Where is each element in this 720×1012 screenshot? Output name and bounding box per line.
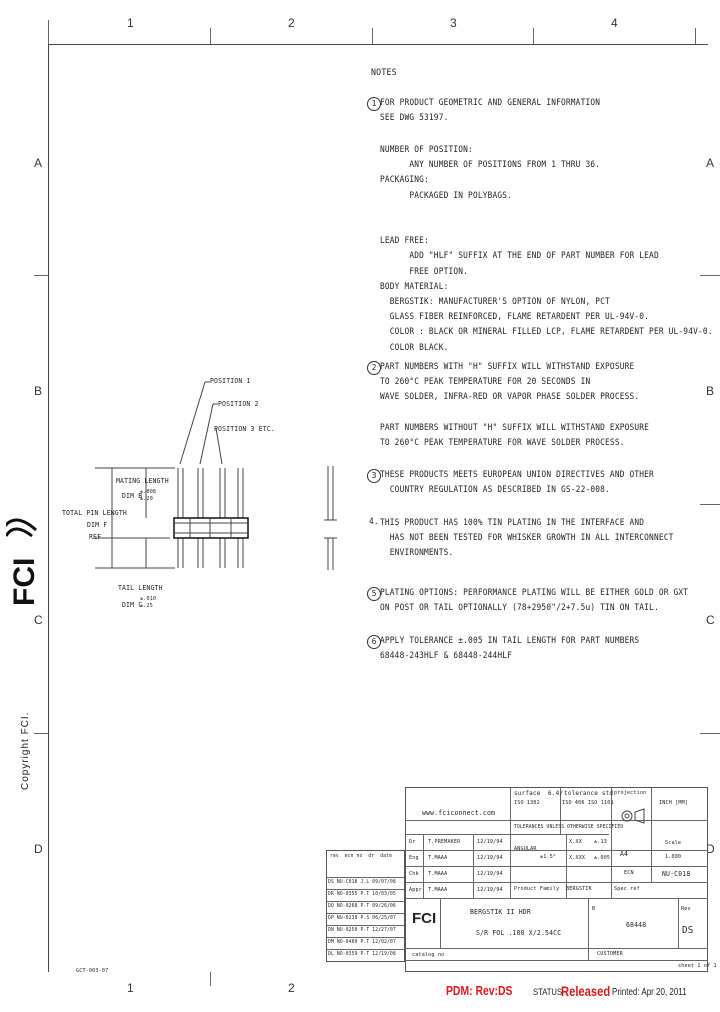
tb-date2: 12/19/94 [477,855,503,861]
pdm-revision: PDM: Rev:DS [446,983,513,998]
note-line: WAVE SOLDER, INFRA-RED OR VAPOR PHASE SOLDER PROCESS. [380,392,640,403]
tb-spec: Spec ref [614,886,640,892]
status-value: Released [561,983,611,999]
note-line: NUMBER OF POSITION: [380,145,473,155]
rev-row-divider [326,889,405,890]
tb-tol-values: TOLERANCES UNLESS OTHERWISE SPECIFIED [514,824,624,830]
tb-projection: projection [614,790,647,796]
note-line: ENVIRONMENTS. [380,548,454,559]
tb-tolerance-std: ISO 406 ISO 1101 [562,800,614,806]
tb-chk-name: T.MAAA [428,871,448,877]
tb-ecn: NU-C018 [662,870,691,878]
tb-appr-label: Appr [409,887,422,893]
tick [34,275,48,276]
rev-row: DL NO-0359 P.T 12/19/08 [328,951,396,957]
zone-right-c: C [706,613,715,627]
tb-appr-name: T.MAAA [428,887,448,893]
tb-date1: 12/19/94 [477,839,503,845]
tick [372,28,373,44]
rev-row-divider [326,937,405,938]
tb-product-family: Product Family [514,886,560,892]
tick [700,733,720,734]
rev-row-divider [326,913,405,914]
note-line: FREE OPTION. [380,266,469,277]
tb-xx: X.XXX [569,855,586,861]
tick [695,28,696,44]
tb-website[interactable]: www.fciconnect.com [422,809,496,817]
label-tail-dim: DIM C [122,601,143,609]
label-total-pin: TOTAL PIN LENGTH [62,509,127,517]
note-line: SEE DWG 53197. [380,113,449,124]
rev-row: DM NO-0460 P.T 12/02/07 [328,939,396,945]
tb-date3: 12/19/94 [477,871,503,877]
tb-xx-val: ±.005 [594,855,611,861]
note-line: ADD "HLF" SUFFIX AT THE END OF PART NUMBER FOR LEAD [380,251,659,262]
note-line: PART NUMBERS WITH "H" SUFFIX WILL WITHSTAND EXPOSURE [380,362,635,372]
rev-row: DR NO-0355 P.T 10/03/05 [328,891,396,897]
rev-row: DN NU-0250 P.T 12/27/07 [328,927,396,933]
rev-row-divider [326,925,405,926]
zone-top-1: 1 [127,16,134,30]
note-line: LEAD FREE: [380,236,429,247]
tb-scale: 1.000 [665,854,682,860]
rev-row: DP NU-0238 P.S 06/25/07 [328,915,396,921]
fci-logo [6,512,42,608]
note-line: BERGSTIK: MANUFACTURER'S OPTION OF NYLON, PCT [380,297,610,307]
note-marker: 1 [367,97,381,111]
note-line: 68448-243HLF & 68448-244HLF [380,651,513,662]
notes-title: NOTES [371,68,397,78]
rev-header: rev ecn no dr date [330,853,393,859]
note-line: BODY MATERIAL: [380,281,449,292]
label-total-ref: REF [89,533,102,541]
note-line: FOR PRODUCT GEOMETRIC AND GENERAL INFORMATION [380,98,601,108]
note-line: ANY NUMBER OF POSITIONS FROM 1 THRU 36. [380,160,601,171]
label-position-1: POSITION 1 [210,377,251,385]
zone-left-c: C [34,613,43,627]
tb-rev-label: Rev [681,906,691,912]
note-line: THIS PRODUCT HAS 100% TIN PLATING IN THE INTERFACE AND [380,518,645,528]
note-marker: 5 [367,587,381,601]
tb-surface: surface 6.4/ [514,789,564,797]
tb-ecn-label: ECN [624,870,634,876]
tb-title1: BERGSTIK II HDR [470,908,531,916]
note-line: ON POST OR TAIL OPTIONALLY (78+2950"/2+7.5u) TIN ON TAIL. [380,603,659,614]
tb-unit: INCH [MM] [659,800,689,806]
tick [34,733,48,734]
note-line: PLATING OPTIONS: PERFORMANCE PLATING WILL BE EITHER GOLD OR GXT [380,588,689,598]
note-marker: 3 [367,469,381,483]
copyright-text: Copyright FCI. [20,711,31,790]
connector-drawing [50,360,350,620]
note-line: PACKAGED IN POLYBAGS. [380,190,513,201]
footer-left-code: GCT-003-07 [76,968,109,974]
label-mating-length: MATING LENGTH [116,477,169,485]
zone-top-2: 2 [288,16,295,30]
tb-doc-num: 68448 [626,921,647,929]
tb-size: A4 [620,850,629,858]
tick [210,972,211,986]
zone-bottom-2: 2 [288,981,295,995]
tb-eng-name: T.MAAA [428,855,448,861]
note-line: COLOR BLACK. [380,342,449,353]
rev-row: DQ NO-0268 P.T 09/26/06 [328,903,396,909]
status-label: STATUS [533,987,563,997]
rev-row-divider [326,901,405,902]
tb-angular-val: ±1.5° [540,854,557,860]
tb-customer: CUSTOMER [597,951,623,957]
note-line: TO 260°C PEAK TEMPERATURE FOR 20 SECONDS IN [380,377,591,388]
zone-right-d: D [706,842,715,856]
zone-top-3: 3 [450,16,457,30]
note-line: PART NUMBERS WITHOUT "H" SUFFIX WILL WITHSTAND EXPOSURE [380,422,650,433]
note-line: TO 260°C PEAK TEMPERATURE FOR WAVE SOLDER PROCESS. [380,438,625,448]
note-line: PACKAGING: [380,175,429,186]
tb-dr-label: Dr [409,839,416,845]
note-line: APPLY TOLERANCE ±.005 IN TAIL LENGTH FOR PART NUMBERS [380,636,640,646]
tick [533,28,534,44]
zone-bottom-1: 1 [127,981,134,995]
tick [210,28,211,44]
tb-surface-std: ISO 1302 [514,800,540,806]
tick [48,20,49,44]
tb-scale-label: Scale [665,840,682,846]
fci-logo-text: FCI [8,557,41,606]
tb-chk-label: Chk [409,871,419,877]
projection-symbol-icon [620,806,646,826]
tb-fci-logo: FCI [412,910,437,927]
note-line: COLOR : BLACK OR MINERAL FILLED LCP, FLAME RETARDENT PER UL-94V-0. [380,327,713,338]
zone-left-a: A [34,156,43,170]
tb-title2: S/R FOL .100 X/2.54CC [476,929,562,937]
tick [700,504,720,505]
label-total-dim: DIM F [87,521,108,529]
rev-row-divider [326,877,405,878]
tb-eng-label: Eng [409,855,419,861]
label-tail-tol: ±.010 ±.25 [140,596,157,609]
tb-family: BERGSTIK [566,886,592,892]
note-marker: 2 [367,361,381,375]
note-line: HAS NOT BEEN TESTED FOR WHISKER GROWTH IN ALL INTERCONNECT [380,533,674,544]
tb-angular: ANGULAR [514,846,537,852]
label-mating-dim: DIM B [122,492,143,500]
printed-date: Printed: Apr 20, 2011 [612,987,687,998]
label-position-2: POSITION 2 [218,400,259,408]
zone-left-d: D [34,842,43,856]
zone-left-b: B [34,384,43,398]
zone-right-b: B [706,384,715,398]
zone-right-a: A [706,156,715,170]
note-line: GLASS FIBER REINFORCED, FLAME RETARDENT PER UL-94V-0. [380,312,650,323]
tb-tolerance: tolerance std [564,789,614,797]
note-line: COUNTRY REGULATION AS DESCRIBED IN GS-22-008. [380,485,610,496]
note-marker: 4. [369,517,379,527]
tick [700,275,720,276]
tb-sheet: sheet 1 of 1 [678,963,717,969]
tb-x: X.XX [569,839,582,845]
rev-row-divider [326,949,405,950]
label-tail-length: TAIL LENGTH [118,584,163,592]
rev-row: DS NU-C018 J.L 09/07/08 [328,879,396,885]
tb-type: B [592,906,596,912]
note-marker: 6 [367,635,381,649]
note-line: THESE PRODUCTS MEETS EUROPEAN UNION DIRECTIVES AND OTHER [380,470,654,480]
tb-x-val: ±.13 [594,839,607,845]
label-mating-tol: ±.008 ±.20 [140,489,157,502]
tb-date4: 12/19/94 [477,887,503,893]
tb-rev: DS [682,925,694,936]
zone-top-4: 4 [611,16,618,30]
label-position-3: POSITION 3 ETC. [214,425,275,433]
tb-drawer: T.PREMAKER [428,839,461,845]
tb-catalog: catalog no [412,952,445,958]
